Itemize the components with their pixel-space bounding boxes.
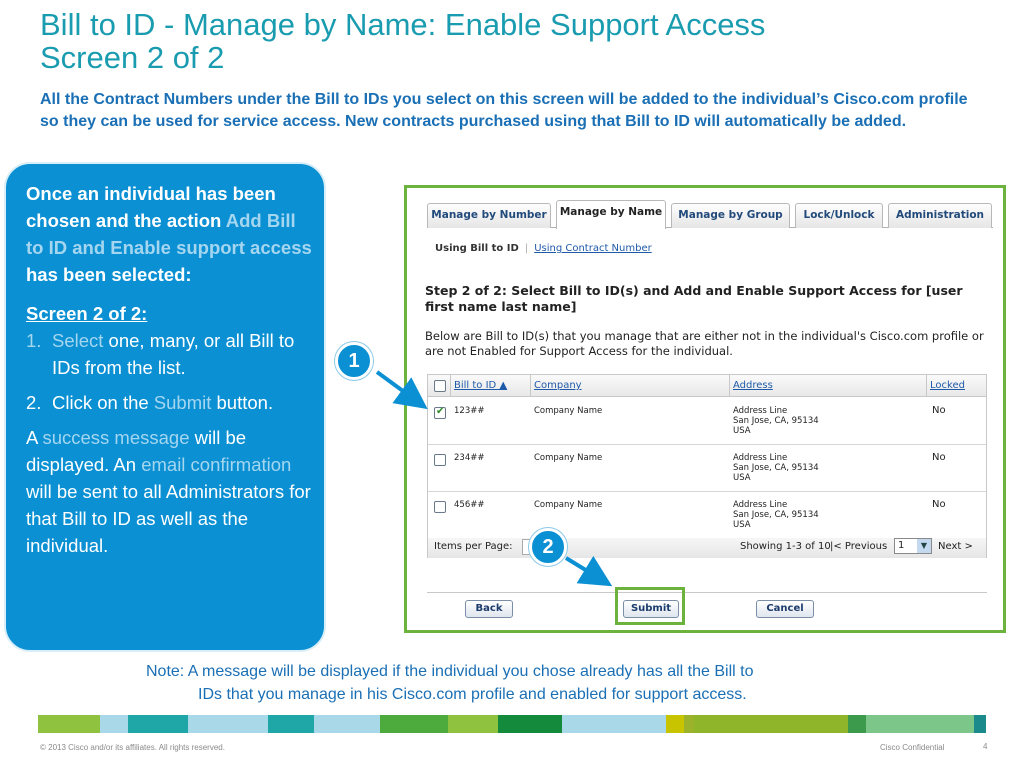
tab-administration[interactable]: Administration [888, 203, 992, 228]
row-checkbox[interactable] [434, 454, 446, 466]
callout-step-1 [26, 327, 312, 381]
column-locked[interactable]: Locked [930, 380, 965, 391]
row-bill-to-id: 123## [454, 406, 485, 416]
submit-button[interactable]: Submit [623, 600, 679, 618]
tab-manage-by-number[interactable]: Manage by Number [427, 203, 551, 228]
step-heading: Step 2 of 2: Select Bill to ID(s) and Add and Enable Support Access for [user first name last name] [425, 283, 963, 314]
row-checkbox-checked[interactable] [434, 407, 446, 419]
callout-step-title: Screen 2 of 2: [26, 303, 148, 324]
para-email-highlight: email confirmation [141, 454, 292, 475]
page-select-value: 1 [898, 540, 905, 551]
callout-intro-text: Once an individual has been chosen and the action [26, 183, 276, 231]
step-badge-1: 1 [335, 342, 373, 380]
step1-text: one, many, or all Bill to IDs from the list. [52, 330, 295, 378]
table-pagination [428, 538, 986, 558]
step-badge-2: 2 [529, 528, 567, 566]
para-text-a: A [26, 427, 43, 448]
table-row [428, 445, 986, 492]
sub-navigation [435, 243, 652, 254]
row-address: Address Line San Jose, CA, 95134 USA [733, 406, 819, 436]
title-part-bill-to-id: Bill to ID [40, 7, 156, 42]
slide-subtitle: All the Contract Numbers under the Bill to IDs you select on this screen will be added to the individual’s Cisco.com profile so they can be used for service access. New contracts purchased using that Bill to ID will automatically be added. [40, 91, 968, 130]
page-select[interactable] [894, 538, 932, 554]
page-number: 4 [983, 742, 988, 751]
previous-link[interactable]: |< Previous [830, 541, 888, 552]
row-locked: No [932, 405, 946, 416]
tab-manage-by-name[interactable]: Manage by Name [556, 200, 666, 229]
step1-highlight: Select [52, 330, 104, 351]
note-line-2: IDs that you manage in his Cisco.com profile and enabled for support access. [198, 686, 747, 703]
tab-bar [427, 200, 993, 228]
step2-text: Click on the [52, 392, 154, 413]
cancel-button[interactable]: Cancel [756, 600, 814, 618]
row-address: Address Line San Jose, CA, 95134 USA [733, 500, 819, 530]
column-bill-to-id[interactable]: Bill to ID ▲ [454, 380, 508, 391]
column-address[interactable]: Address [733, 380, 773, 391]
row-company: Company Name [534, 500, 603, 510]
footer-confidential: Cisco Confidential [880, 743, 945, 752]
note-text [146, 660, 926, 706]
slide-title [40, 8, 1000, 74]
subnav-using-contract-number[interactable]: Using Contract Number [534, 243, 652, 254]
chevron-down-icon[interactable]: ▼ [917, 539, 931, 553]
footer-copyright: © 2013 Cisco and/or its affiliates. All rights reserved. [40, 743, 225, 752]
callout-intro-tail: has been selected: [26, 264, 192, 285]
step2-highlight: Submit [153, 392, 212, 413]
table-header [428, 375, 986, 397]
step2-number: 2. [26, 392, 42, 413]
app-screenshot-panel [404, 185, 1006, 633]
row-address: Address Line San Jose, CA, 95134 USA [733, 453, 819, 483]
showing-count: Showing 1-3 of 10 [740, 541, 831, 552]
title-part-manage: Manage by Name: Enable Support Access [182, 7, 766, 42]
row-bill-to-id: 234## [454, 453, 485, 463]
callout-step-2 [26, 389, 312, 416]
table-row [428, 492, 986, 539]
title-separator: - [155, 7, 183, 42]
subnav-using-bill-to-id[interactable]: Using Bill to ID [435, 243, 519, 254]
callout-action-highlight: Add Bill to ID and Enable support access [26, 210, 312, 258]
step1-number: 1. [26, 330, 42, 351]
bill-to-id-table [427, 374, 987, 558]
callout-result-paragraph [26, 424, 312, 559]
title-line2: Screen 2 of 2 [40, 40, 225, 75]
row-checkbox[interactable] [434, 501, 446, 513]
row-locked: No [932, 452, 946, 463]
tab-lock-unlock[interactable]: Lock/Unlock [795, 203, 883, 228]
instruction-callout [4, 162, 326, 652]
row-company: Company Name [534, 453, 603, 463]
next-link[interactable]: Next > [938, 541, 973, 552]
table-row [428, 398, 986, 445]
step-description: Below are Bill to ID(s) that you manage that are either not in the individual's Cisco.com profile or are not Enabled for Support Access for the individual. [425, 329, 984, 358]
button-divider [427, 592, 987, 593]
row-locked: No [932, 499, 946, 510]
select-all-checkbox[interactable] [434, 380, 446, 392]
callout-intro [26, 180, 312, 288]
note-line-1: Note: A message will be displayed if the individual you chose already has all the Bill to [146, 663, 754, 680]
row-bill-to-id: 456## [454, 500, 485, 510]
back-button[interactable]: Back [465, 600, 513, 618]
tab-manage-by-group[interactable]: Manage by Group [671, 203, 790, 228]
row-company: Company Name [534, 406, 603, 416]
step2-tail: button. [211, 392, 274, 413]
column-company[interactable]: Company [534, 380, 582, 391]
para-success-highlight: success message [42, 427, 190, 448]
subnav-divider: | [524, 243, 529, 254]
items-per-page-label: Items per Page: [434, 541, 513, 552]
para-text-b: will be displayed. An [26, 427, 247, 475]
para-text-c: will be sent to all Administrators for that Bill to ID as well as the individual. [26, 481, 311, 556]
